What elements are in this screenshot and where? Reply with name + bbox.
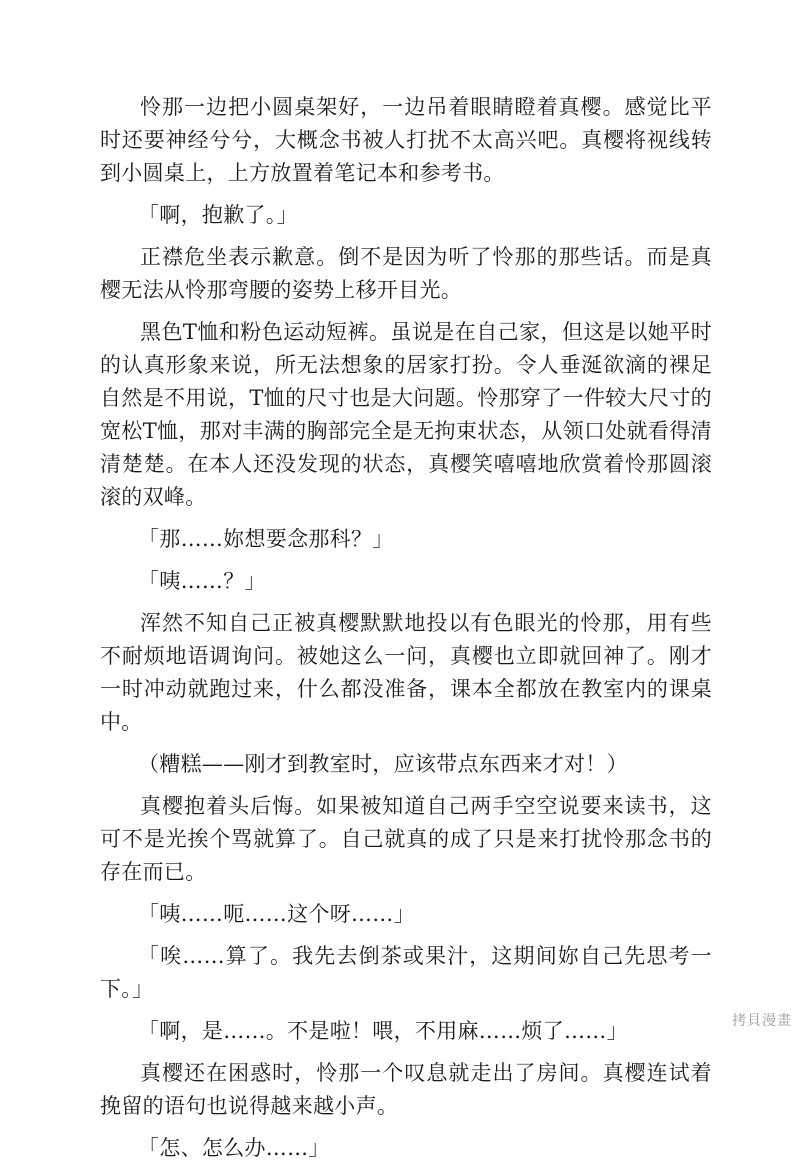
paragraph-4: 黑色T恤和粉色运动短裤。虽说是在自己家，但这是以她平时的认真形象来说，所无法想象的居家打扮。令人垂涎欲滴的裸足自然是不用说，T恤的尺寸也是大问题。怜那穿了一件较大尺寸的宽松T恤，那对丰满的胸部完全是无拘束状态，从领口处就看得清清楚楚。在本人还没发现的状态，真樱笑嘻嘻地欣赏着怜那圆滚滚的双峰。 [100,320,712,509]
paragraph-8: （糟糕——刚才到教室时，应该带点东西来才对！） [138,752,628,776]
paragraph-5: 「那……妳想要念那科？」 [138,527,394,551]
paragraph-6: 「咦……？」 [138,569,266,593]
paragraph-11: 「唉……算了。我先去倒茶或果汁，这期间妳自己先思考一下。」 [100,944,712,1001]
paragraph-14: 「怎、怎么办……」 [138,1136,330,1160]
paragraph-10: 「咦……呃……这个呀……」 [138,902,415,926]
novel-page [100,91,712,1174]
paragraph-2: 「啊，抱歉了。」 [138,203,298,227]
watermark: 拷貝漫畫 [732,1013,792,1029]
paragraph-3: 正襟危坐表示歉意。倒不是因为听了怜那的那些话。而是真樱无法从怜那弯腰的姿势上移开目光。 [100,245,712,302]
paragraph-7: 浑然不知自己正被真樱默默地投以有色眼光的怜那，用有些不耐烦地语调询问。被她这么一问，真樱也立即就回神了。刚才一时冲动就跑过来，什么都没准备，课本全都放在教室内的课桌中。 [100,611,712,734]
paragraph-1: 怜那一边把小圆桌架好，一边吊着眼睛瞪着真樱。感觉比平时还要神经兮兮，大概念书被人打扰不太高兴吧。真樱将视线转到小圆桌上，上方放置着笔记本和参考书。 [100,95,712,185]
paragraph-9: 真樱抱着头后悔。如果被知道自己两手空空说要来读书，这可不是光挨个骂就算了。自己就真的成了只是来打扰怜那念书的存在而已。 [100,794,712,884]
paragraph-13: 真樱还在困惑时，怜那一个叹息就走出了房间。真樱连试着挽留的语句也说得越来越小声。 [100,1061,712,1118]
paragraph-12: 「啊，是……。不是啦！喂，不用麻……烦了……」 [138,1019,628,1043]
